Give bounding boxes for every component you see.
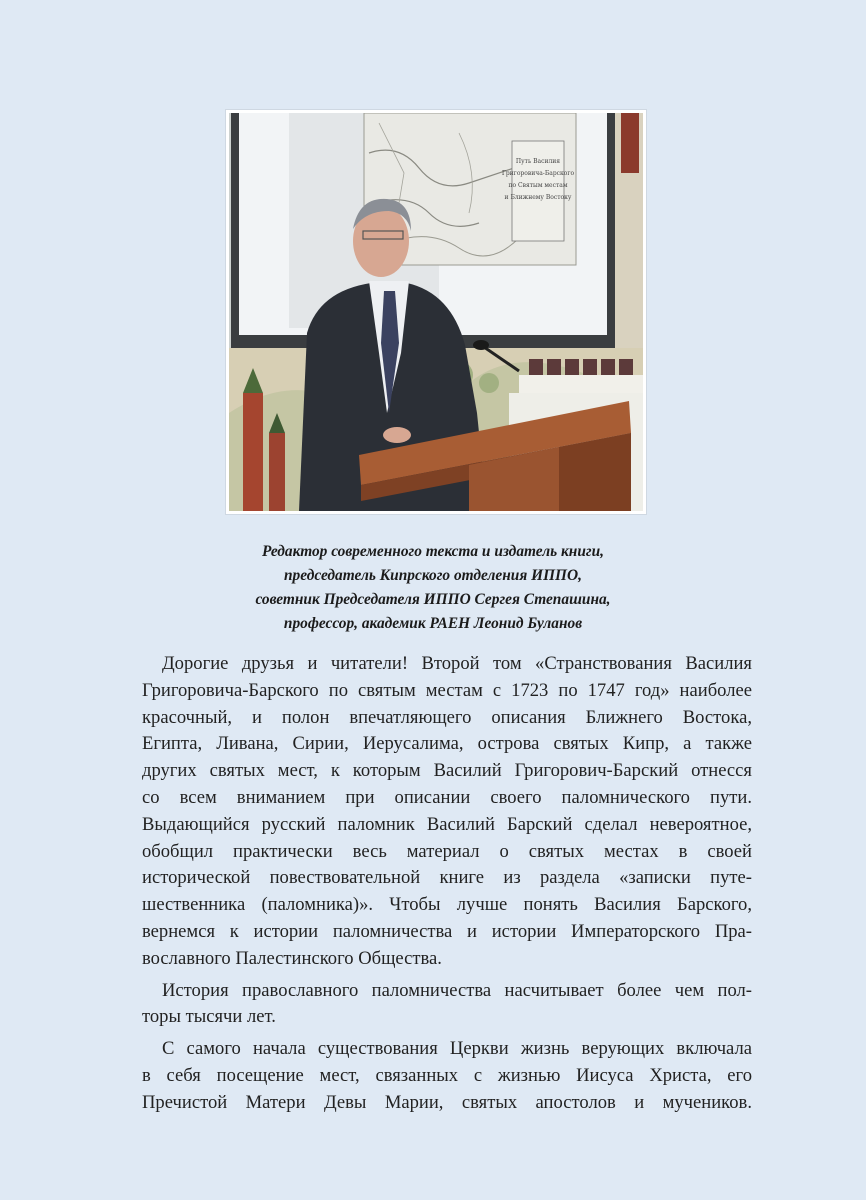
text-line: в себя посещение мест, связанных с жизнью Иисуса Христа, его bbox=[142, 1064, 752, 1086]
caption-line: профессор, академик РАЕН Леонид Буланов bbox=[283, 615, 583, 632]
text-line: обобщил практически весь материал о святых местах в своей bbox=[142, 840, 752, 862]
text-line: красочный, и полон впечатляющего описания Ближнего Востока, bbox=[142, 706, 752, 728]
text-line: вославного Палестинского Общества. bbox=[142, 947, 442, 969]
text-line: Выдающийся русский паломник Василий Барский сделал невероятное, bbox=[142, 813, 752, 835]
text-line: Дорогие друзья и читатели! Второй том «Странствования Василия bbox=[162, 653, 752, 674]
caption-line: председатель Кипрского отделения ИППО, bbox=[284, 567, 582, 584]
text-line: вернемся к истории паломничества и истории Императорского Пра- bbox=[142, 920, 752, 942]
body-text bbox=[142, 651, 752, 1117]
speaker-photo bbox=[229, 113, 643, 511]
text-line: шественника (паломника)». Чтобы лучше понять Василия Барского, bbox=[142, 894, 752, 916]
photo-illustration bbox=[229, 113, 643, 511]
text-line: торы тысячи лет. bbox=[142, 1006, 276, 1028]
map-label-line-4: и Ближнему Востоку bbox=[504, 194, 572, 201]
text-line: других святых мест, к которым Василий Григорович-Барский отнесся bbox=[142, 760, 752, 782]
caption-line: советник Председателя ИППО Сергея Степашина, bbox=[255, 591, 611, 608]
paragraph-3 bbox=[142, 1036, 752, 1116]
text-line: Пречистой Матери Девы Марии, святых апостолов и мучеников. bbox=[142, 1091, 752, 1113]
photo-frame bbox=[226, 110, 646, 514]
text-line: Григоровича-Барского по святым местам с 1723 по 1747 год» наиболее bbox=[142, 679, 752, 701]
photo-caption bbox=[160, 540, 706, 636]
text-line: История православного паломничества насчитывает более чем пол- bbox=[162, 979, 752, 1001]
text-line: исторической повествовательной книге из раздела «записки путе- bbox=[142, 867, 752, 889]
map-label-line-1: Путь Василия bbox=[515, 158, 561, 165]
text-line: Египта, Ливана, Сирии, Иерусалима, острова святых Кипр, а также bbox=[142, 733, 752, 755]
map-label-line-3: по Святым местам bbox=[508, 182, 568, 189]
caption-line: Редактор современного текста и издатель книги, bbox=[261, 543, 605, 560]
paragraph-2 bbox=[142, 978, 752, 1032]
paragraph-1 bbox=[142, 651, 752, 973]
map-label-line-2: Григоровича-Барского bbox=[501, 170, 575, 177]
text-line: со всем вниманием при описании своего паломнического пути. bbox=[142, 786, 752, 808]
text-line: С самого начала существования Церкви жизнь верующих включала bbox=[162, 1038, 752, 1060]
